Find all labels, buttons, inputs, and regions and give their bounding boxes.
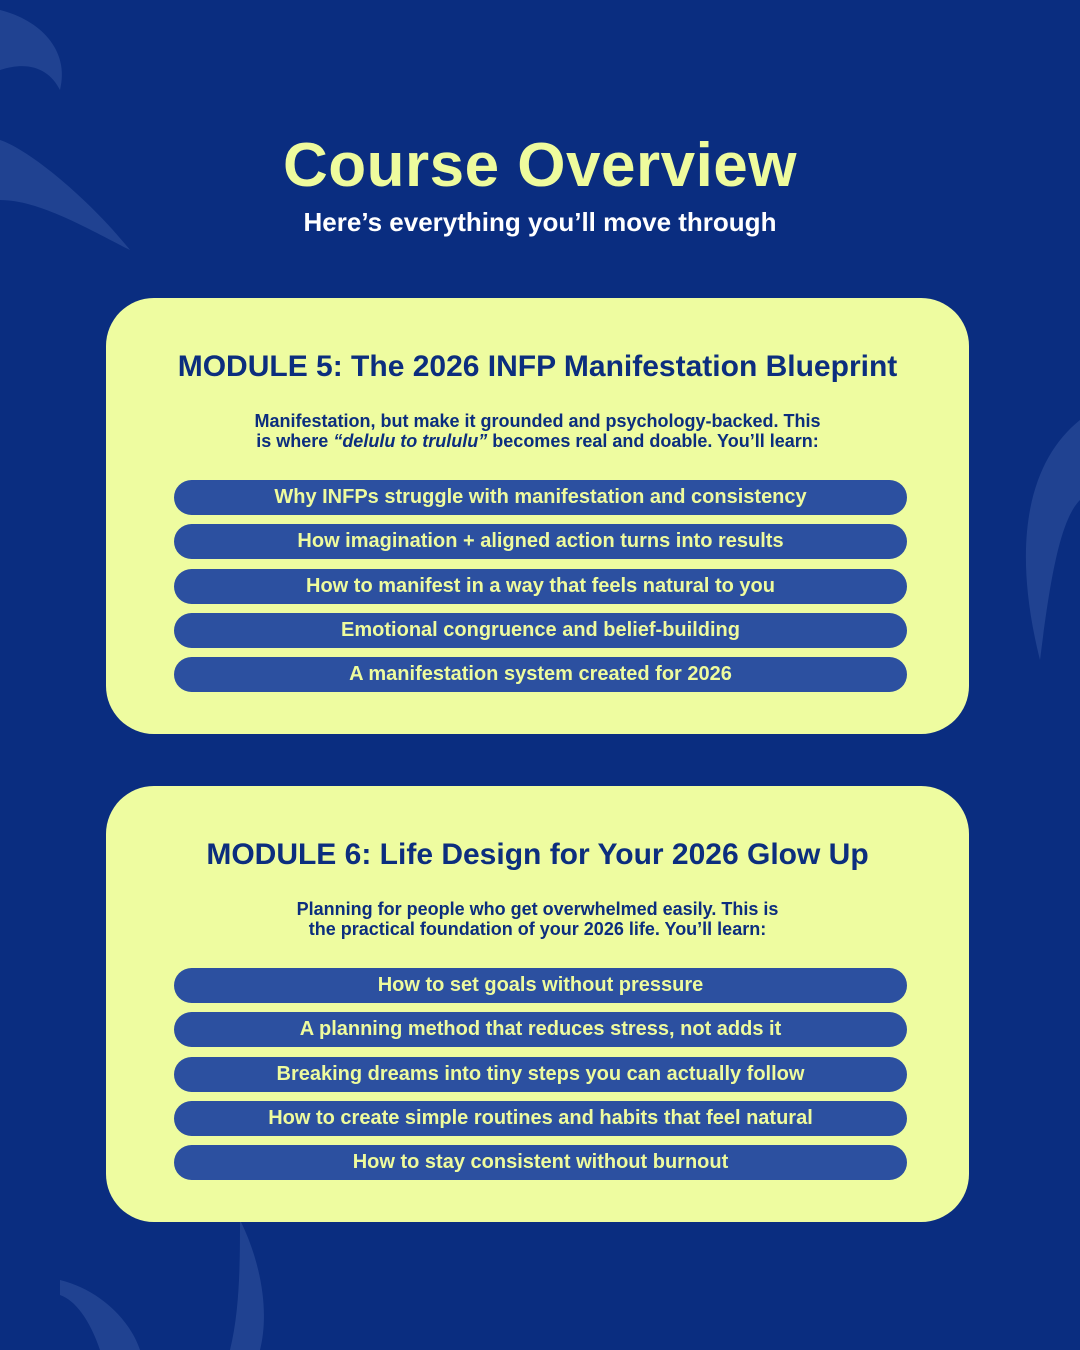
module-6-card <box>106 786 969 1222</box>
module-5-desc-line2-suffix: becomes real and doable. You’ll learn: <box>487 431 819 451</box>
topic-pill: How imagination + aligned action turns into results <box>174 524 907 559</box>
background-leaf-decoration <box>60 1220 340 1350</box>
topic-pill: How to stay consistent without burnout <box>174 1145 907 1180</box>
module-6-description <box>166 899 909 939</box>
module-5-topic-list <box>174 480 907 701</box>
module-5-card <box>106 298 969 734</box>
module-5-title: MODULE 5: The 2026 INFP Manifestation Blueprint <box>177 350 898 383</box>
module-6-desc-line2: the practical foundation of your 2026 life. You’ll learn: <box>308 919 767 939</box>
topic-pill: How to create simple routines and habits that feel natural <box>174 1101 907 1136</box>
topic-pill: How to manifest in a way that feels natural to you <box>174 569 907 604</box>
topic-pill: A manifestation system created for 2026 <box>174 657 907 692</box>
page-title: Course Overview <box>282 131 798 200</box>
module-6-desc-line1: Planning for people who get overwhelmed easily. This is <box>296 899 779 919</box>
module-5-desc-line2-prefix: is where <box>256 431 334 451</box>
module-5-description <box>166 411 909 451</box>
module-5-desc-line1: Manifestation, but make it grounded and psychology-backed. This <box>254 411 821 431</box>
topic-pill: Breaking dreams into tiny steps you can actually follow <box>174 1057 907 1092</box>
page-header <box>0 128 1080 238</box>
module-6-topic-list <box>174 968 907 1189</box>
module-6-title: MODULE 6: Life Design for Your 2026 Glow Up <box>206 838 869 871</box>
topic-pill: A planning method that reduces stress, not adds it <box>174 1012 907 1047</box>
topic-pill: Emotional congruence and belief-building <box>174 613 907 648</box>
topic-pill: How to set goals without pressure <box>174 968 907 1003</box>
page-subtitle: Here’s everything you’ll move through <box>303 207 777 237</box>
topic-pill: Why INFPs struggle with manifestation and consistency <box>174 480 907 515</box>
module-5-desc-emphasis: “delulu to trululu” <box>333 431 488 451</box>
